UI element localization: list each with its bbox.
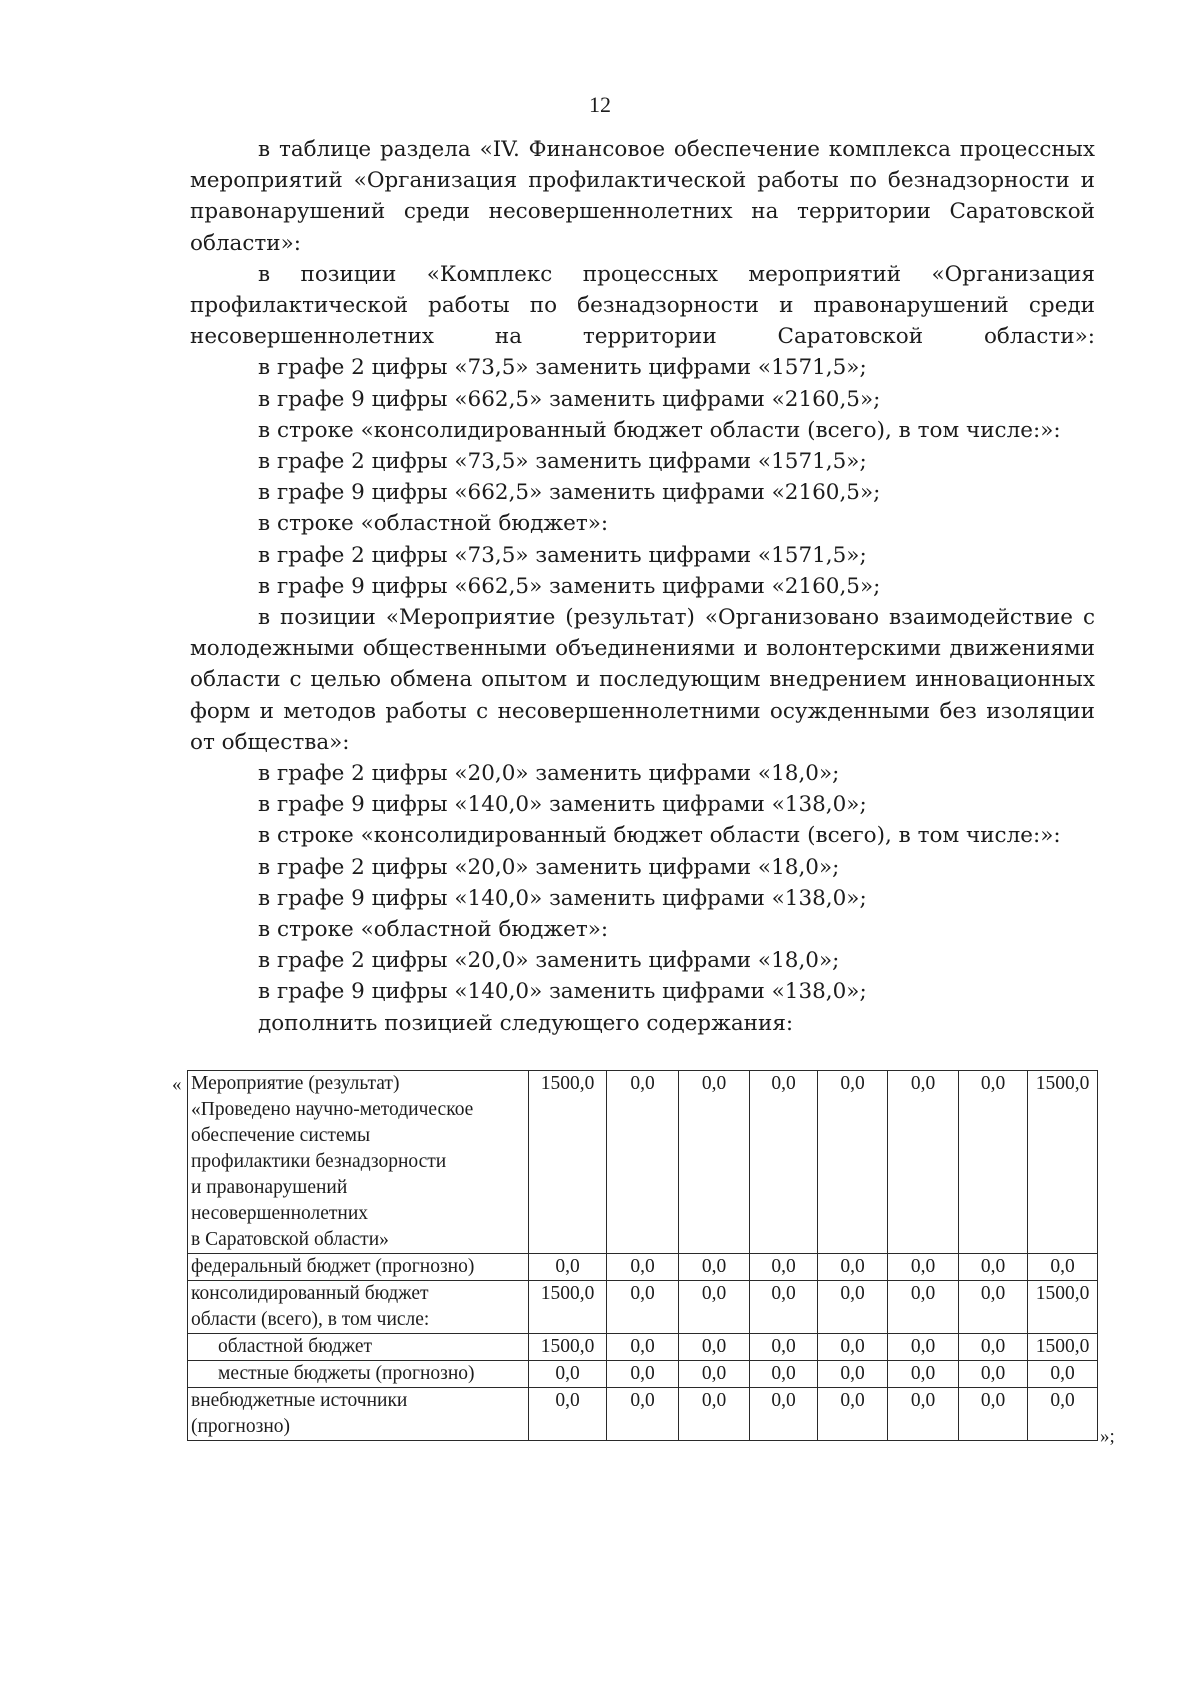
value-cell: 0,0 <box>529 1254 607 1281</box>
value-cell: 0,0 <box>818 1361 888 1388</box>
value-cell: 0,0 <box>888 1281 959 1334</box>
value-cell: 0,0 <box>750 1334 818 1361</box>
paragraph: в графе 2 цифры «20,0» заменить цифрами «18,0»; <box>258 948 840 974</box>
value-cell: 1500,0 <box>529 1071 607 1254</box>
value-cell: 0,0 <box>818 1334 888 1361</box>
row-label: Мероприятие (результат) «Проведено научно-методическое обеспечение системы профилактики безнадзорности и правонарушений несовершеннолетних в Саратовской области» <box>188 1071 529 1254</box>
paragraph: в строке «консолидированный бюджет области (всего), в том числе:»: <box>258 823 1061 849</box>
paragraph: в графе 9 цифры «662,5» заменить цифрами «2160,5»; <box>258 480 881 506</box>
value-cell: 0,0 <box>959 1254 1028 1281</box>
value-cell: 0,0 <box>750 1361 818 1388</box>
paragraph: в позиции «Мероприятие (результат) «Организовано взаимодействие с молодежными общественными объединениями и волонтерскими движениями области с целью обмена опытом и последующим внедрением инновационных форм и методов работы с несовершеннолетними осужденными без изоляции от общества»: <box>190 605 1095 755</box>
value-cell: 0,0 <box>750 1281 818 1334</box>
value-cell: 0,0 <box>888 1334 959 1361</box>
paragraph: дополнить позицией следующего содержания: <box>258 1010 794 1036</box>
table-close-quote: »; <box>1100 1426 1115 1447</box>
value-cell: 1500,0 <box>1028 1334 1098 1361</box>
value-cell: 0,0 <box>679 1361 750 1388</box>
financing-table-body <box>188 1071 1098 1441</box>
value-cell: 0,0 <box>750 1254 818 1281</box>
value-cell: 0,0 <box>1028 1254 1098 1281</box>
paragraph: в таблице раздела «IV. Финансовое обеспечение комплекса процессных мероприятий «Организация профилактической работы по безнадзорности и правонарушений среди несовершеннолетних на территории Саратовской области»: <box>190 137 1095 256</box>
table-row <box>188 1388 1098 1441</box>
value-cell: 0,0 <box>679 1254 750 1281</box>
paragraph: в графе 2 цифры «20,0» заменить цифрами «18,0»; <box>258 854 840 880</box>
value-cell: 0,0 <box>607 1334 679 1361</box>
row-label: федеральный бюджет (прогнозно) <box>188 1254 529 1281</box>
value-cell: 0,0 <box>750 1388 818 1441</box>
value-cell: 0,0 <box>607 1281 679 1334</box>
row-label: внебюджетные источники (прогнозно) <box>188 1388 529 1441</box>
value-cell: 0,0 <box>959 1388 1028 1441</box>
paragraph: в графе 2 цифры «73,5» заменить цифрами «1571,5»; <box>258 355 867 381</box>
value-cell: 0,0 <box>679 1281 750 1334</box>
value-cell: 0,0 <box>959 1334 1028 1361</box>
paragraph: в графе 2 цифры «73,5» заменить цифрами «1571,5»; <box>258 542 867 568</box>
value-cell: 0,0 <box>679 1071 750 1254</box>
table-row <box>188 1361 1098 1388</box>
paragraph: в графе 9 цифры «140,0» заменить цифрами «138,0»; <box>258 792 867 818</box>
value-cell: 0,0 <box>1028 1361 1098 1388</box>
table-row <box>188 1254 1098 1281</box>
paragraph: в графе 2 цифры «20,0» заменить цифрами «18,0»; <box>258 761 840 787</box>
paragraph: в позиции «Комплекс процессных мероприятий «Организация профилактической работы по безнадзорности и правонарушений среди несовершеннолетних на территории Саратовской области»: <box>190 261 1095 350</box>
value-cell: 1500,0 <box>1028 1281 1098 1334</box>
row-label: консолидированный бюджет области (всего), в том числе: <box>188 1281 529 1334</box>
amendment-text <box>190 134 1095 1039</box>
value-cell: 0,0 <box>750 1071 818 1254</box>
paragraph: в графе 9 цифры «140,0» заменить цифрами «138,0»; <box>258 885 867 911</box>
value-cell: 0,0 <box>818 1281 888 1334</box>
value-cell: 0,0 <box>529 1388 607 1441</box>
value-cell: 0,0 <box>607 1254 679 1281</box>
paragraph: в графе 9 цифры «662,5» заменить цифрами «2160,5»; <box>258 386 881 412</box>
value-cell: 1500,0 <box>1028 1071 1098 1254</box>
paragraph: в строке «областной бюджет»: <box>258 511 609 537</box>
value-cell: 1500,0 <box>529 1281 607 1334</box>
value-cell: 0,0 <box>529 1361 607 1388</box>
value-cell: 0,0 <box>818 1388 888 1441</box>
value-cell: 1500,0 <box>529 1334 607 1361</box>
value-cell: 0,0 <box>818 1254 888 1281</box>
value-cell: 0,0 <box>888 1388 959 1441</box>
value-cell: 0,0 <box>607 1388 679 1441</box>
table-open-quote: « <box>172 1074 182 1095</box>
value-cell: 0,0 <box>959 1281 1028 1334</box>
table-row <box>188 1334 1098 1361</box>
paragraph: в графе 9 цифры «662,5» заменить цифрами «2160,5»; <box>258 573 881 599</box>
value-cell: 0,0 <box>888 1361 959 1388</box>
row-label: областной бюджет <box>188 1334 529 1361</box>
financing-table <box>187 1070 1098 1441</box>
table-row <box>188 1281 1098 1334</box>
value-cell: 0,0 <box>679 1388 750 1441</box>
paragraph: в графе 9 цифры «140,0» заменить цифрами «138,0»; <box>258 979 867 1005</box>
value-cell: 0,0 <box>607 1071 679 1254</box>
value-cell: 0,0 <box>888 1071 959 1254</box>
value-cell: 0,0 <box>818 1071 888 1254</box>
table-row <box>188 1071 1098 1254</box>
value-cell: 0,0 <box>888 1254 959 1281</box>
value-cell: 0,0 <box>607 1361 679 1388</box>
value-cell: 0,0 <box>959 1071 1028 1254</box>
page-number: 12 <box>589 92 611 117</box>
row-label: местные бюджеты (прогнозно) <box>188 1361 529 1388</box>
value-cell: 0,0 <box>1028 1388 1098 1441</box>
paragraph: в графе 2 цифры «73,5» заменить цифрами «1571,5»; <box>258 449 867 475</box>
paragraph: в строке «консолидированный бюджет области (всего), в том числе:»: <box>258 417 1061 443</box>
paragraph: в строке «областной бюджет»: <box>258 917 609 943</box>
value-cell: 0,0 <box>679 1334 750 1361</box>
value-cell: 0,0 <box>959 1361 1028 1388</box>
